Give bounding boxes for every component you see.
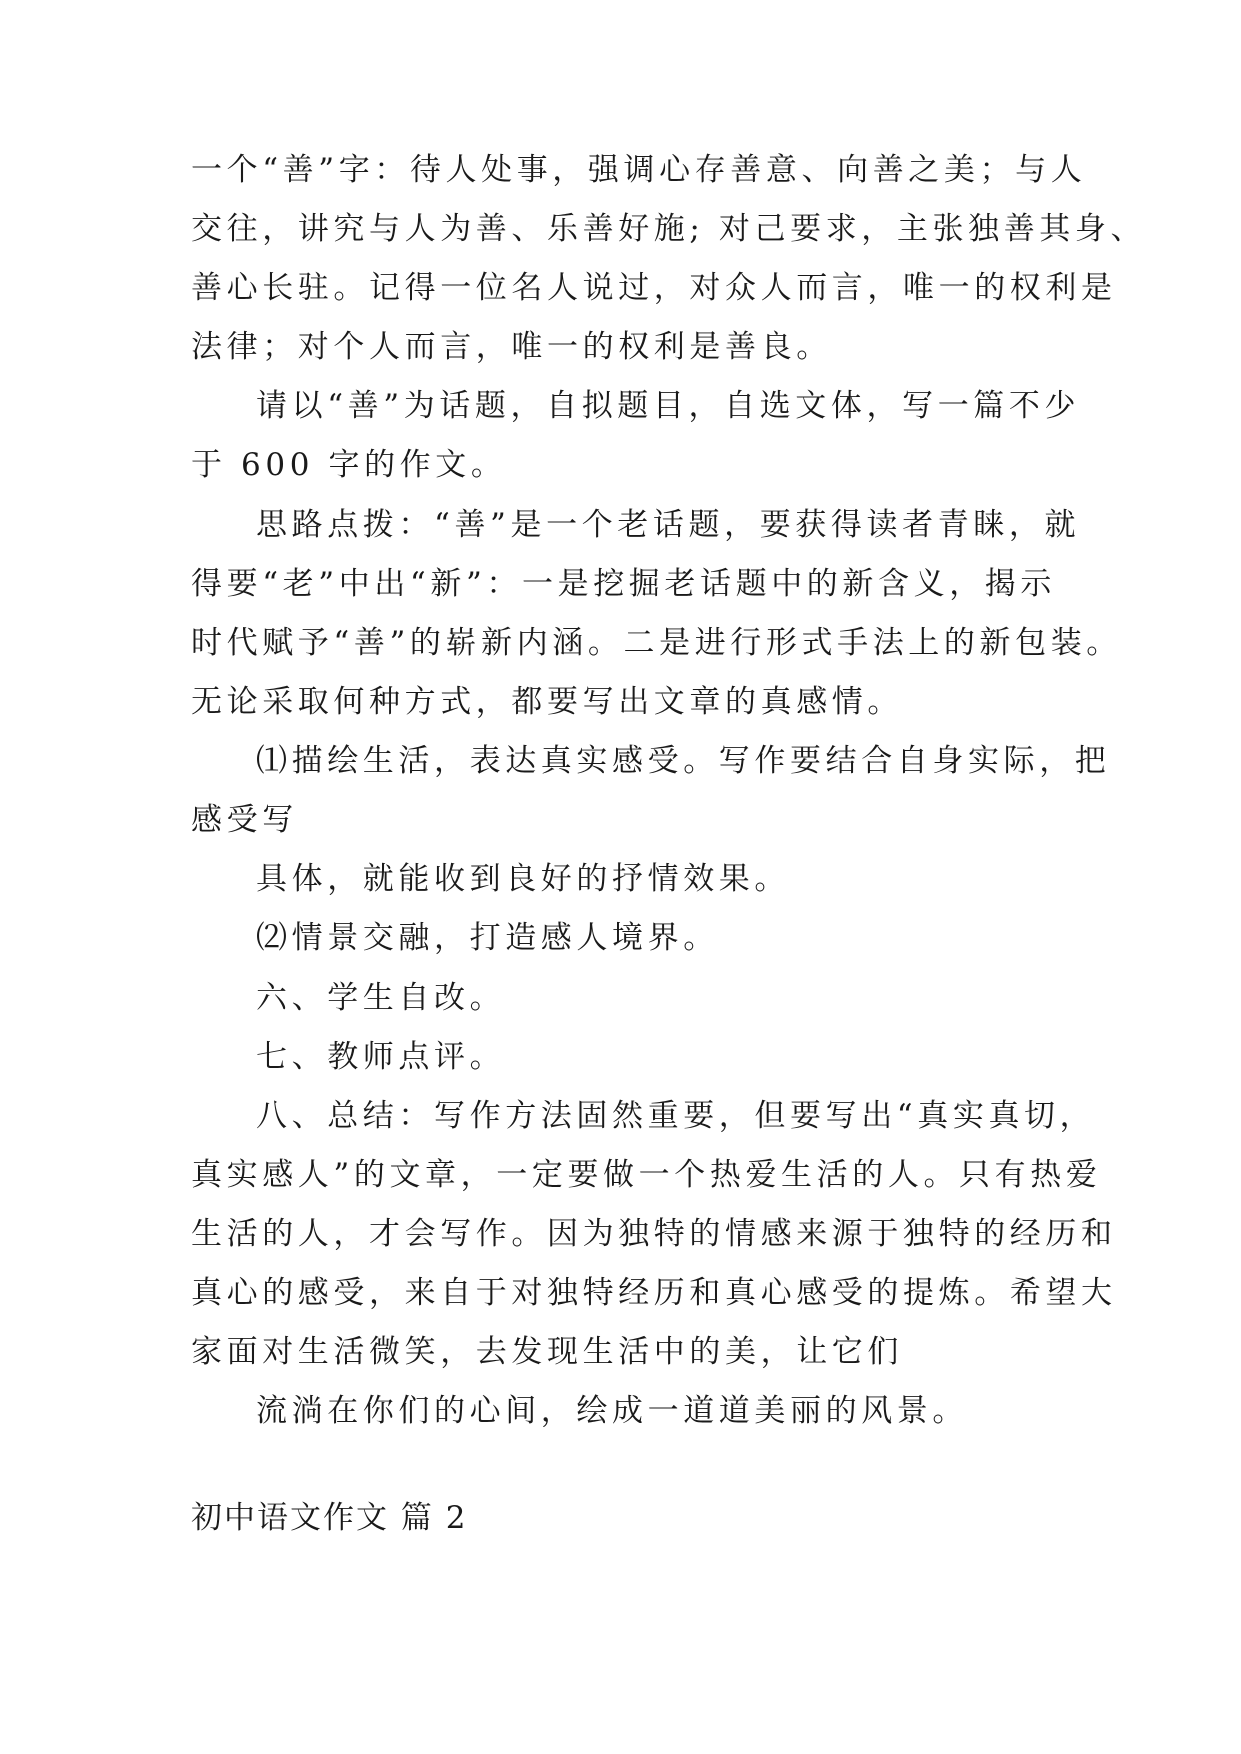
- summary-line: 真心的感受，来自于对独特经历和真心感受的提炼。希望大: [191, 1275, 1117, 1311]
- list-item-line: ⑵情景交融，打造感人境界。: [256, 920, 719, 956]
- paragraph-line: 于 600 字的作文。: [191, 447, 507, 483]
- paragraph-line: 请以“善”为话题，自拟题目，自选文体，写一篇不少: [256, 388, 1081, 424]
- summary-line: 真实感人”的文章，一定要做一个热爱生活的人。只有热爱: [191, 1157, 1102, 1193]
- list-item-line: 具体，就能收到良好的抒情效果。: [256, 861, 790, 897]
- step-line: 六、学生自改。: [256, 980, 506, 1016]
- summary-line: 流淌在你们的心间，绘成一道道美丽的风景。: [256, 1393, 968, 1429]
- paragraph-line: 得要“老”中出“新”：一是挖掘老话题中的新含义，揭示: [191, 566, 1056, 602]
- paragraph-line: 时代赋予“善”的崭新内涵。二是进行形式手法上的新包装。: [191, 625, 1122, 661]
- summary-line: 八、总结：写作方法固然重要，但要写出“真实真切，: [256, 1098, 1096, 1134]
- list-item-line: ⑴描绘生活，表达真实感受。写作要结合自身实际，把: [256, 743, 1111, 779]
- paragraph-line: 一个“善”字：待人处事，强调心存善意、向善之美；与人: [191, 152, 1087, 188]
- paragraph-line: 思路点拨：“善”是一个老话题，要获得读者青睐，就: [256, 507, 1081, 543]
- section-heading: 初中语文作文 篇 2: [191, 1500, 468, 1536]
- paragraph-line: 法律；对个人而言，唯一的权利是善良。: [191, 329, 832, 365]
- step-line: 七、教师点评。: [256, 1039, 506, 1075]
- paragraph-line: 交往，讲究与人为善、乐善好施; 对己要求，主张独善其身、: [191, 211, 1147, 247]
- list-item-line: 感受写: [191, 802, 298, 838]
- paragraph-line: 无论采取何种方式，都要写出文章的真感情。: [191, 684, 903, 720]
- summary-line: 家面对生活微笑，去发现生活中的美，让它们: [191, 1334, 903, 1370]
- paragraph-line: 善心长驻。记得一位名人说过，对众人而言，唯一的权利是: [191, 270, 1117, 306]
- summary-line: 生活的人，才会写作。因为独特的情感来源于独特的经历和: [191, 1216, 1117, 1252]
